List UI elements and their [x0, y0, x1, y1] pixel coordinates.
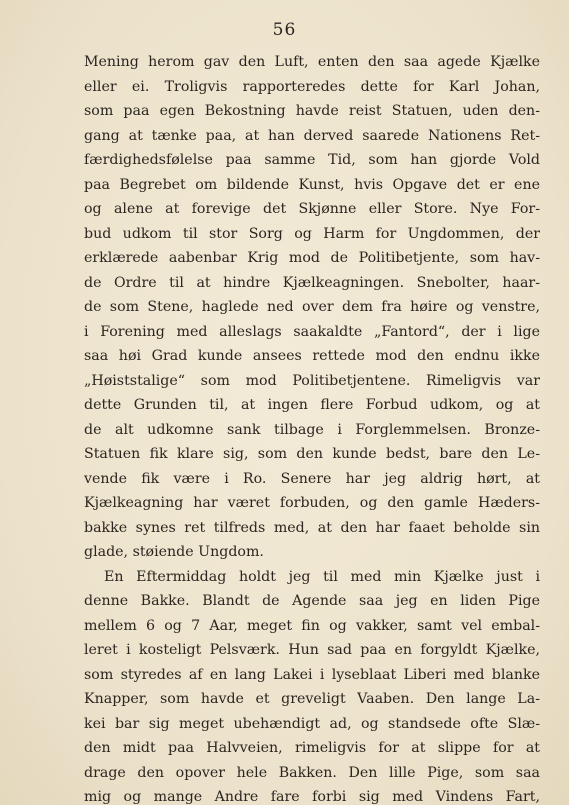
text-line: gang at tænke paa, at han derved saarede Nationens Ret-	[84, 127, 540, 144]
text-line: bud udkom til stor Sorg og Harm for Ungdommen, der	[84, 225, 540, 242]
text-line: Knapper, som havde et greveligt Vaaben. Den lange La-	[84, 691, 540, 707]
text-line: glade, støiende Ungdom.	[84, 544, 264, 560]
text-line: de alt udkomne sank tilbage i Forglemmelsen. Bronze-	[84, 421, 540, 438]
text-line: i Forening med alleslags saakaldte „Fantord“, der i lige	[84, 323, 540, 340]
text-line: de Ordre til at hindre Kjælkeagningen. Snebolter, haar-	[84, 274, 540, 291]
text-line: mig og mange Andre fare forbi sig med Vindens Fart,	[84, 789, 540, 805]
text-line: som paa egen Bekostning havde reist Statuen, uden den-	[84, 103, 540, 119]
text-line: drage den opover hele Bakken. Den lille Pige, som saa	[84, 764, 540, 781]
text-line: leret i kosteligt Pelsværk. Hun sad paa en forgyldt Kjælke,	[84, 642, 540, 658]
text-line: „Høiststalige“ som mod Politibetjentene. Rimeligvis var	[84, 372, 540, 389]
text-line: dette Grunden til, at ingen flere Forbud udkom, og at	[84, 397, 540, 413]
body-text	[84, 50, 540, 805]
paragraph-2	[84, 565, 540, 805]
text-line: Statuen fik klare sig, som den kunde bedst, bare den Le-	[84, 446, 540, 462]
text-line: Kjælkeagning har været forbuden, og den gamle Hæders-	[84, 495, 540, 511]
paragraph-1	[84, 50, 540, 565]
text-line: erklærede aabenbar Krig mod de Politibetjente, som hav-	[84, 250, 540, 266]
text-line: kei bar sig meget ubehændigt ad, og standsede ofte Slæ-	[84, 715, 540, 732]
text-line: mellem 6 og 7 Aar, meget fin og vakker, samt vel embal-	[84, 617, 540, 634]
text-line: eller ei. Troligvis rapporteredes dette for Karl Johan,	[84, 78, 540, 95]
text-line: de som Stene, haglede ned over dem fra høire og venstre,	[84, 299, 540, 315]
text-line: og alene at forevige det Skjønne eller Store. Nye For-	[84, 201, 540, 217]
text-line: denne Bakke. Blandt de Agende saa jeg en liden Pige	[84, 593, 540, 609]
text-line: vende fik være i Ro. Senere har jeg aldrig hørt, at	[84, 470, 540, 487]
text-line: En Eftermiddag holdt jeg til med min Kjælke just i	[104, 568, 540, 585]
text-line: som styredes af en lang Lakei i lyseblaat Liberi med blanke	[84, 666, 540, 683]
text-line: Mening herom gav den Luft, enten den saa agede Kjælke	[84, 54, 540, 70]
text-line: paa Begrebet om bildende Kunst, hvis Opgave det er ene	[84, 176, 540, 193]
text-line: saa høi Grad kunde ansees rettede mod den endnu ikke	[84, 348, 540, 364]
page-number: 56	[272, 20, 297, 40]
text-line: den midt paa Halvveien, rimeligvis for at slippe for at	[84, 740, 540, 756]
text-line: færdighedsfølelse paa samme Tid, som han gjorde Vold	[84, 152, 540, 168]
text-line: bakke synes ret tilfreds med, at den har faaet beholde sin	[84, 519, 540, 536]
